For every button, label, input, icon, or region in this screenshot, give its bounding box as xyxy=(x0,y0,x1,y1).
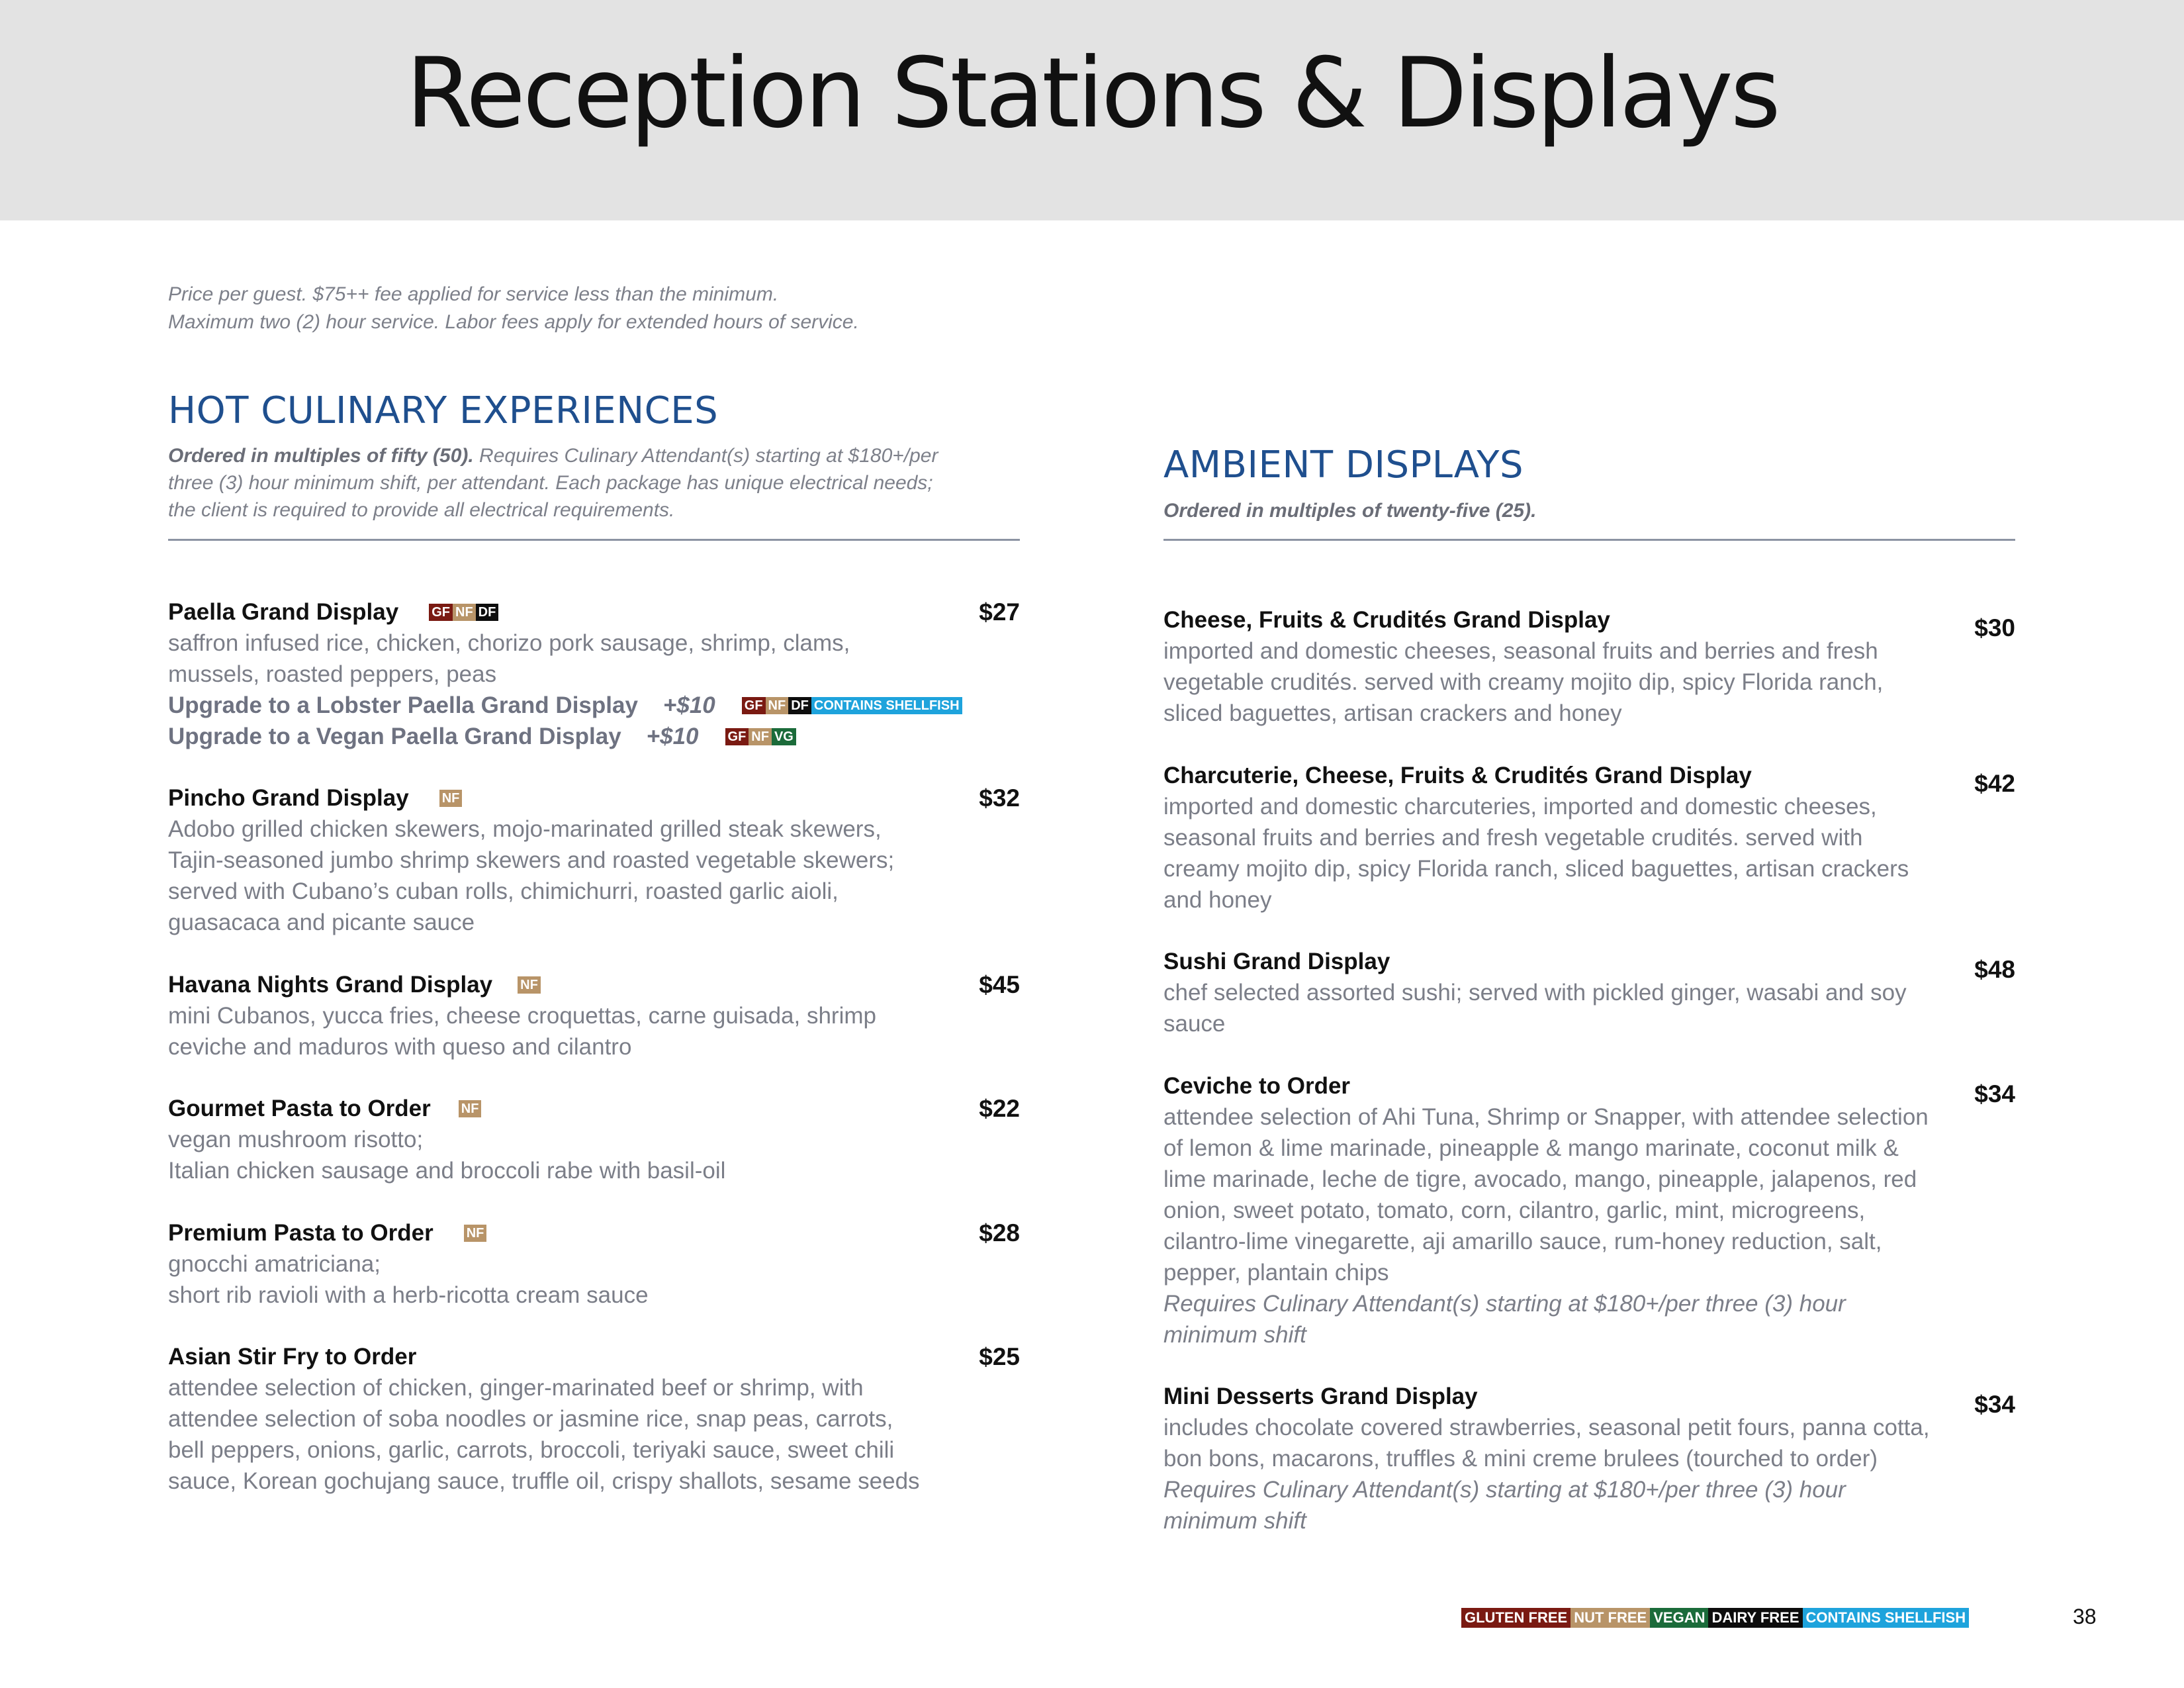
diet-tags xyxy=(518,976,541,994)
menu-item-price: $28 xyxy=(979,1219,1020,1246)
description-line: mussels, roasted peppers, peas xyxy=(168,661,497,687)
description-line: attendee selection of Ahi Tuna, Shrimp or Snapper, with attendee selection xyxy=(1163,1104,1929,1130)
menu-item-name-row xyxy=(168,1342,1020,1372)
menu-item-name-row xyxy=(168,970,1020,1000)
menu-item xyxy=(1163,761,2015,915)
diet-tags xyxy=(742,697,962,714)
menu-item-description xyxy=(168,1248,1020,1311)
gluten-free-tag: GF xyxy=(725,728,749,745)
menu-item-description xyxy=(1163,791,2015,915)
description-line: onion, sweet potato, tomato, corn, cilantro, garlic, mint, microgreens, xyxy=(1163,1197,1866,1223)
menu-item-name: Charcuterie, Cheese, Fruits & Crudités Grand Display xyxy=(1163,763,1752,788)
vegan-tag: VG xyxy=(772,728,796,745)
menu-item xyxy=(168,1218,1020,1311)
description-line: sauce, Korean gochujang sauce, truffle oil, crispy shallots, sesame seeds xyxy=(168,1468,920,1494)
menu-item-price: $34 xyxy=(1974,1391,2015,1418)
nut-free-tag: NF xyxy=(518,976,541,994)
description-line: bell peppers, onions, garlic, carrots, broccoli, teriyaki sauce, sweet chili xyxy=(168,1437,895,1463)
menu-item-name: Ceviche to Order xyxy=(1163,1073,1351,1099)
description-line: seasonal fruits and berries and fresh vegetable crudités. served with xyxy=(1163,825,1863,851)
description-line: Italian chicken sausage and broccoli rabe with basil-oil xyxy=(168,1158,726,1184)
section-description-bold: Ordered in multiples of fifty (50). xyxy=(168,445,474,467)
page-number: 38 xyxy=(2073,1605,2097,1628)
menu-item-name: Havana Nights Grand Display xyxy=(168,972,493,998)
diet-tags xyxy=(725,728,796,745)
upgrade-label: Upgrade to a Lobster Paella Grand Display xyxy=(168,692,638,718)
description-line: saffron infused rice, chicken, chorizo pork sausage, shrimp, clams, xyxy=(168,630,850,656)
nut-free-tag: NF xyxy=(766,697,789,714)
description-line: cilantro-lime vinegarette, aji amarillo sauce, rum-honey reduction, salt, xyxy=(1163,1229,1882,1254)
menu-item-name-row xyxy=(168,1218,1020,1248)
section-description xyxy=(168,442,1020,524)
diet-tags xyxy=(459,1100,482,1117)
menu-item xyxy=(1163,605,2015,729)
description-line: gnocchi amatriciana; xyxy=(168,1251,381,1277)
legend-gluten-free: GLUTEN FREE xyxy=(1461,1608,1570,1628)
note-line: minimum shift xyxy=(1163,1322,1306,1348)
section-description xyxy=(1163,497,2015,524)
contains-shellfish-tag: CONTAINS SHELLFISH xyxy=(811,697,962,714)
dairy-free-tag: DF xyxy=(788,697,811,714)
description-line: sauce xyxy=(1163,1011,1226,1037)
section-description-text: the client is required to provide all electrical requirements. xyxy=(168,499,675,521)
description-line: served with Cubano’s cuban rolls, chimichurri, roasted garlic aioli, xyxy=(168,878,839,904)
menu-item-name: Asian Stir Fry to Order xyxy=(168,1344,417,1370)
legend-dairy-free: DAIRY FREE xyxy=(1708,1608,1802,1628)
menu-item-description xyxy=(1163,1412,2015,1474)
description-line: includes chocolate covered strawberries, seasonal petit fours, panna cotta, xyxy=(1163,1415,1930,1440)
description-line: bon bons, macarons, truffles & mini creme brulees (tourched to order) xyxy=(1163,1446,1878,1472)
section-divider xyxy=(1163,539,2015,541)
gluten-free-tag: GF xyxy=(429,604,453,621)
description-line: Tajin-seasoned jumbo shrimp skewers and roasted vegetable skewers; xyxy=(168,847,895,873)
section-description-text: Requires Culinary Attendant(s) starting at $180+/per xyxy=(473,445,938,467)
legend-vegan: VEGAN xyxy=(1650,1608,1708,1628)
upgrade-price: +$10 xyxy=(662,692,715,718)
menu-item-name-row xyxy=(168,1094,1020,1124)
menu-item-name: Cheese, Fruits & Crudités Grand Display xyxy=(1163,607,1610,633)
section-heading: AMBIENT DISPLAYS xyxy=(1163,444,1524,487)
upgrade-option xyxy=(168,690,1020,721)
nut-free-tag: NF xyxy=(439,790,463,807)
menu-item-price: $34 xyxy=(1974,1080,2015,1107)
description-line: vegan mushroom risotto; xyxy=(168,1127,424,1152)
nut-free-tag: NF xyxy=(453,604,476,621)
description-line: chef selected assorted sushi; served with pickled ginger, wasabi and soy xyxy=(1163,980,1907,1006)
dairy-free-tag: DF xyxy=(476,604,499,621)
menu-item-price: $30 xyxy=(1974,614,2015,641)
description-line: imported and domestic cheeses, seasonal fruits and berries and fresh xyxy=(1163,638,1878,664)
menu-item-description xyxy=(1163,977,2015,1039)
nut-free-tag: NF xyxy=(464,1225,487,1242)
attendant-note xyxy=(1163,1288,2015,1350)
section-description-bold: Ordered in multiples of twenty-five (25). xyxy=(1163,500,1537,522)
diet-tags xyxy=(429,604,498,621)
menu-item xyxy=(168,1094,1020,1186)
menu-item-name: Premium Pasta to Order xyxy=(168,1220,433,1246)
menu-item xyxy=(168,970,1020,1062)
nut-free-tag: NF xyxy=(459,1100,482,1117)
menu-item xyxy=(168,1342,1020,1497)
description-line: and honey xyxy=(1163,887,1272,913)
description-line: lime marinade, leche de tigre, avocado, mango, pineapple, jalapenos, red xyxy=(1163,1166,1917,1192)
menu-item xyxy=(1163,947,2015,1039)
description-line: imported and domestic charcuteries, imported and domestic cheeses, xyxy=(1163,794,1877,820)
description-line: of lemon & lime marinade, pineapple & mango marinate, coconut milk & xyxy=(1163,1135,1899,1161)
description-line: mini Cubanos, yucca fries, cheese croquettas, carne guisada, shrimp xyxy=(168,1003,876,1029)
menu-item-price: $25 xyxy=(979,1343,1020,1370)
menu-item-description xyxy=(168,1372,1020,1497)
menu-item-description xyxy=(168,814,1020,938)
menu-item-price: $48 xyxy=(1974,956,2015,983)
menu-item-description xyxy=(168,1000,1020,1062)
menu-item-description xyxy=(168,628,1020,690)
section-divider xyxy=(168,539,1020,541)
intro-line: Price per guest. $75++ fee applied for service less than the minimum. xyxy=(168,283,779,305)
menu-item-price: $27 xyxy=(979,598,1020,626)
gluten-free-tag: GF xyxy=(742,697,766,714)
description-line: attendee selection of chicken, ginger-marinated beef or shrimp, with xyxy=(168,1375,864,1401)
description-line: pepper, plantain chips xyxy=(1163,1260,1389,1286)
menu-item-name: Gourmet Pasta to Order xyxy=(168,1096,431,1121)
legend-nut-free: NUT FREE xyxy=(1570,1608,1650,1628)
menu-item-price: $45 xyxy=(979,971,1020,998)
legend-contains-shellfish: CONTAINS SHELLFISH xyxy=(1803,1608,1970,1628)
dietary-legend xyxy=(1461,1608,1969,1628)
nut-free-tag: NF xyxy=(749,728,772,745)
description-line: guasacaca and picante sauce xyxy=(168,910,475,935)
description-line: sliced baguettes, artisan crackers and honey xyxy=(1163,700,1622,726)
description-line: ceviche and maduros with queso and cilantro xyxy=(168,1034,632,1060)
menu-item-name-row xyxy=(168,597,1020,628)
description-line: short rib ravioli with a herb-ricotta cream sauce xyxy=(168,1282,649,1308)
menu-item xyxy=(1163,1382,2015,1536)
upgrade-option xyxy=(168,721,1020,752)
menu-item-name: Mini Desserts Grand Display xyxy=(1163,1383,1478,1409)
menu-item xyxy=(168,783,1020,938)
description-line: attendee selection of soba noodles or jasmine rice, snap peas, carrots, xyxy=(168,1406,893,1432)
menu-item xyxy=(168,597,1020,752)
description-line: creamy mojito dip, spicy Florida ranch, sliced baguettes, artisan crackers xyxy=(1163,856,1909,882)
menu-item-price: $32 xyxy=(979,784,1020,812)
section-description-text: three (3) hour minimum shift, per attendant. Each package has unique electrical needs; xyxy=(168,472,933,494)
menu-item-name: Pincho Grand Display xyxy=(168,785,409,811)
diet-tags xyxy=(439,790,463,807)
note-line: Requires Culinary Attendant(s) starting at $180+/per three (3) hour xyxy=(1163,1291,1846,1317)
page-title: Reception Stations & Displays xyxy=(406,37,1778,150)
menu-item-name: Sushi Grand Display xyxy=(1163,949,1390,974)
menu-item-price: $42 xyxy=(1974,770,2015,797)
note-line: Requires Culinary Attendant(s) starting at $180+/per three (3) hour xyxy=(1163,1477,1846,1503)
menu-item-description xyxy=(1163,635,2015,729)
intro-line: Maximum two (2) hour service. Labor fees apply for extended hours of service. xyxy=(168,311,859,333)
diet-tags xyxy=(464,1225,487,1242)
menu-item-price: $22 xyxy=(979,1095,1020,1122)
menu-item-description xyxy=(168,1124,1020,1186)
description-line: vegetable crudités. served with creamy mojito dip, spicy Florida ranch, xyxy=(1163,669,1884,695)
note-line: minimum shift xyxy=(1163,1508,1306,1534)
menu-item-description xyxy=(1163,1102,2015,1288)
upgrade-label: Upgrade to a Vegan Paella Grand Display xyxy=(168,724,621,749)
section-heading: HOT CULINARY EXPERIENCES xyxy=(168,389,719,432)
upgrade-price: +$10 xyxy=(646,724,699,749)
description-line: Adobo grilled chicken skewers, mojo-marinated grilled steak skewers, xyxy=(168,816,882,842)
intro-notes xyxy=(168,281,1095,336)
menu-item-name: Paella Grand Display xyxy=(168,599,399,625)
attendant-note xyxy=(1163,1474,2015,1536)
menu-item xyxy=(1163,1071,2015,1350)
menu-item-name-row xyxy=(168,783,1020,814)
